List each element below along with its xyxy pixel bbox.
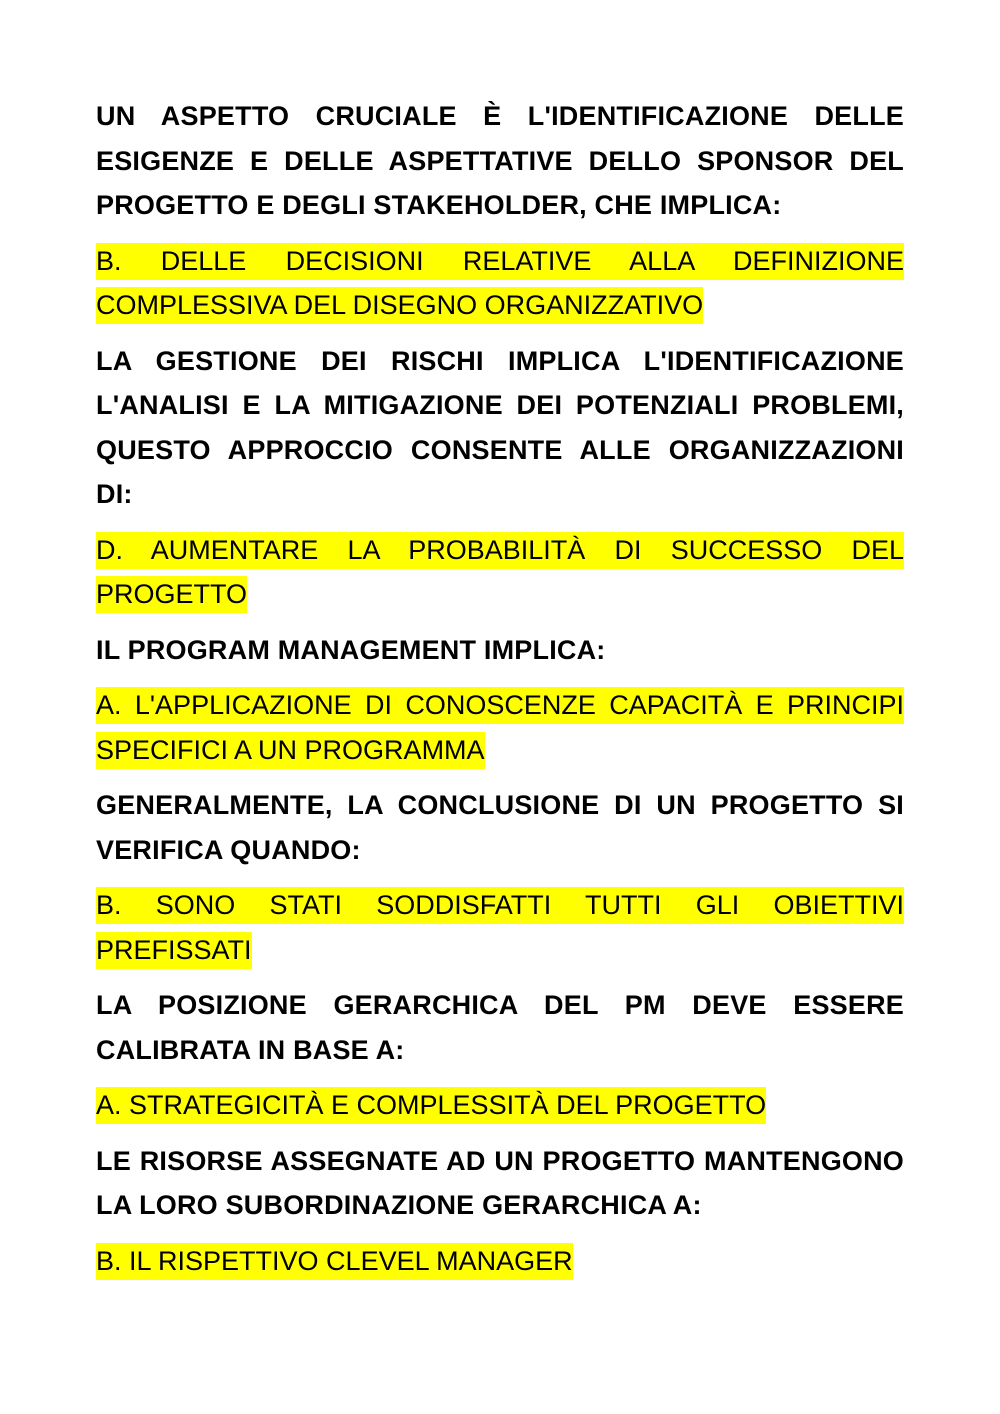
highlighted-answer: B. SONO STATI SODDISFATTI TUTTI GLI OBIETTIVI PREFISSATI (96, 887, 904, 969)
answer-text (96, 528, 904, 617)
qa-item-1 (96, 94, 904, 328)
answer-text (96, 1083, 904, 1128)
highlighted-answer: B. DELLE DECISIONI RELATIVE ALLA DEFINIZIONE COMPLESSIVA DEL DISEGNO ORGANIZZATIVO (96, 243, 904, 325)
answer-text (96, 239, 904, 328)
qa-item-5 (96, 983, 904, 1128)
highlighted-answer: B. IL RISPETTIVO CLEVEL MANAGER (96, 1243, 573, 1280)
qa-item-3 (96, 628, 904, 773)
question-text: LE RISORSE ASSEGNATE AD UN PROGETTO MANTENGONO LA LORO SUBORDINAZIONE GERARCHICA A: (96, 1145, 904, 1220)
question-text: IL PROGRAM MANAGEMENT IMPLICA: (96, 634, 606, 665)
qa-item-2 (96, 339, 904, 617)
answer-text (96, 883, 904, 972)
qa-item-4 (96, 783, 904, 972)
question-text: GENERALMENTE, LA CONCLUSIONE DI UN PROGETTO SI VERIFICA QUANDO: (96, 790, 904, 865)
highlighted-answer: A. STRATEGICITÀ E COMPLESSITÀ DEL PROGETTO (96, 1087, 766, 1124)
highlighted-answer: D. AUMENTARE LA PROBABILITÀ DI SUCCESSO DEL PROGETTO (96, 532, 904, 614)
qa-item-6 (96, 1139, 904, 1284)
answer-text (96, 683, 904, 772)
question-text: UN ASPETTO CRUCIALE È L'IDENTIFICAZIONE DELLE ESIGENZE E DELLE ASPETTATIVE DELLO SPONSOR DEL PROGETTO E DEGLI STAKEHOLDER, CHE IMPLICA: (96, 101, 904, 220)
highlighted-answer: A. L'APPLICAZIONE DI CONOSCENZE CAPACITÀ E PRINCIPI SPECIFICI A UN PROGRAMMA (96, 687, 904, 769)
document-page (96, 94, 904, 1294)
answer-text (96, 1239, 904, 1284)
question-text: LA GESTIONE DEI RISCHI IMPLICA L'IDENTIFICAZIONE L'ANALISI E LA MITIGAZIONE DEI POTENZIALI PROBLEMI, QUESTO APPROCCIO CONSENTE ALLE ORGANIZZAZIONI DI: (96, 345, 904, 509)
question-text: LA POSIZIONE GERARCHICA DEL PM DEVE ESSERE CALIBRATA IN BASE A: (96, 990, 904, 1065)
